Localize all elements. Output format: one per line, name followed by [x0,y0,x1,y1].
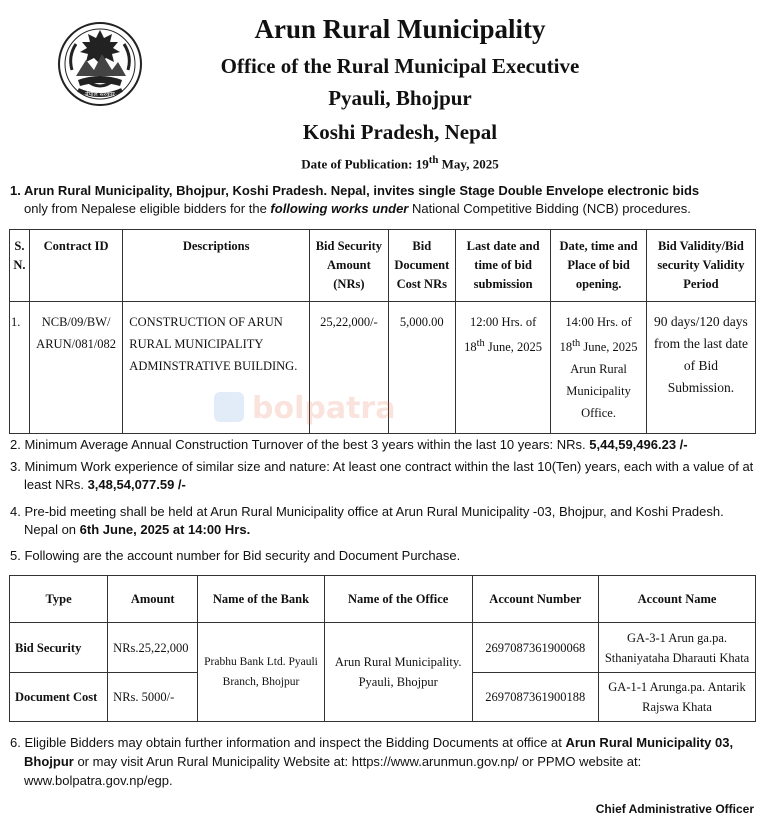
col-last-date: Last date and time of bid submission [455,230,550,302]
col-descriptions: Descriptions [123,230,310,302]
table-header-row [10,576,756,623]
publication-date: Date of Publication: 19th May, 2025 [301,154,499,172]
cell-account-name: GA-3-1 Arun ga.pa. Sthaniyataha Dharauti Khata [599,623,756,673]
cell-type: Bid Security [10,623,108,673]
cell-contract-id: NCB/09/BW/ ARUN/081/082 [29,302,122,434]
col-bid-security: Bid Security Amount (NRs) [310,230,389,302]
paragraph-6: 6. Eligible Bidders may obtain further information and inspect the Bidding Documents at office at Arun Rural Municipality 03, Bhojpur or may visit Arun Rural Municipality Website at: https://www.arunmun.gov.np/ or PPMO website at: www.bolpatra.gov.np/egp. [10,735,734,788]
paragraph-5: 5. Following are the account number for Bid security and Document Purchase. [10,548,461,563]
col-opening: Date, time and Place of bid opening. [551,230,646,302]
col-bank: Name of the Bank [198,576,325,623]
col-sn: S. N. [10,230,30,302]
cell-office: Arun Rural Municipality. Pyauli, Bhojpur [324,623,472,722]
col-account-name: Account Name [599,576,756,623]
cell-amount: NRs. 5000/- [108,673,198,722]
paragraph-2: 2. Minimum Average Annual Construction Turnover of the best 3 years within the last 10 years: NRs. 5,44,59,496.23 /- [10,437,688,452]
office-name: Office of the Rural Municipal Executive [220,54,580,78]
cell-doc-cost: 5,000.00 [388,302,455,434]
cell-last-date: 12:00 Hrs. of 18th June, 2025 [455,302,550,434]
table-header-row [10,230,756,302]
cell-account-name: GA-1-1 Arunga.pa. Antarik Rajswa Khata [599,673,756,722]
emblem-text: नेपाल सरकार [85,91,115,98]
municipality-title: Arun Rural Municipality [254,14,546,44]
col-validity: Bid Validity/Bid security Validity Period [646,230,755,302]
cell-bank: Prabhu Bank Ltd. Pyauli Branch, Bhojpur [198,623,325,722]
cell-type: Document Cost [10,673,108,722]
cell-account-number: 2697087361900188 [472,673,599,722]
col-doc-cost: Bid Document Cost NRs [388,230,455,302]
cell-account-number: 2697087361900068 [472,623,599,673]
col-amount: Amount [108,576,198,623]
table-row [10,302,756,434]
col-account-number: Account Number [472,576,599,623]
account-table [9,575,756,722]
works-table [9,229,756,434]
col-office: Name of the Office [324,576,472,623]
province: Koshi Pradesh, Nepal [302,120,498,144]
col-type: Type [10,576,108,623]
location: Pyauli, Bhojpur [328,86,472,110]
paragraph-1: 1. Arun Rural Municipality, Bhojpur, Koshi Pradesh. Nepal, invites single Stage Double Envelope electronic bids only from Nepalese eligible bidders for the following works under National Competitive Bidding (NCB) procedures. [10,183,700,216]
cell-opening: 14:00 Hrs. of 18th June, 2025 Arun Rural Municipality Office. [551,302,646,434]
paragraph-3: 3. Minimum Work experience of similar size and nature: At least one contract within the last 10(Ten) years, each with a value of at least NRs. 3,48,54,077.59 /- [10,459,754,492]
col-contract-id: Contract ID [29,230,122,302]
signature-title: Chief Administrative Officer [595,802,754,816]
cell-sn: 1. [10,302,30,434]
cell-amount: NRs.25,22,000 [108,623,198,673]
table-row [10,623,756,673]
cell-bid-security: 25,22,000/- [310,302,389,434]
watermark-text: bolpatra [252,391,396,426]
paragraph-4: 4. Pre-bid meeting shall be held at Arun Rural Municipality office at Arun Rural Municipality -03, Bhojpur, and Koshi Pradesh. Nepal on 6th June, 2025 at 14:00 Hrs. [10,504,724,537]
cell-validity: 90 days/120 days from the last date of Bid Submission. [646,302,755,434]
cell-description: CONSTRUCTION OF ARUN RURAL MUNICIPALITY ADMINSTRATIVE BUILDING. [123,302,310,434]
